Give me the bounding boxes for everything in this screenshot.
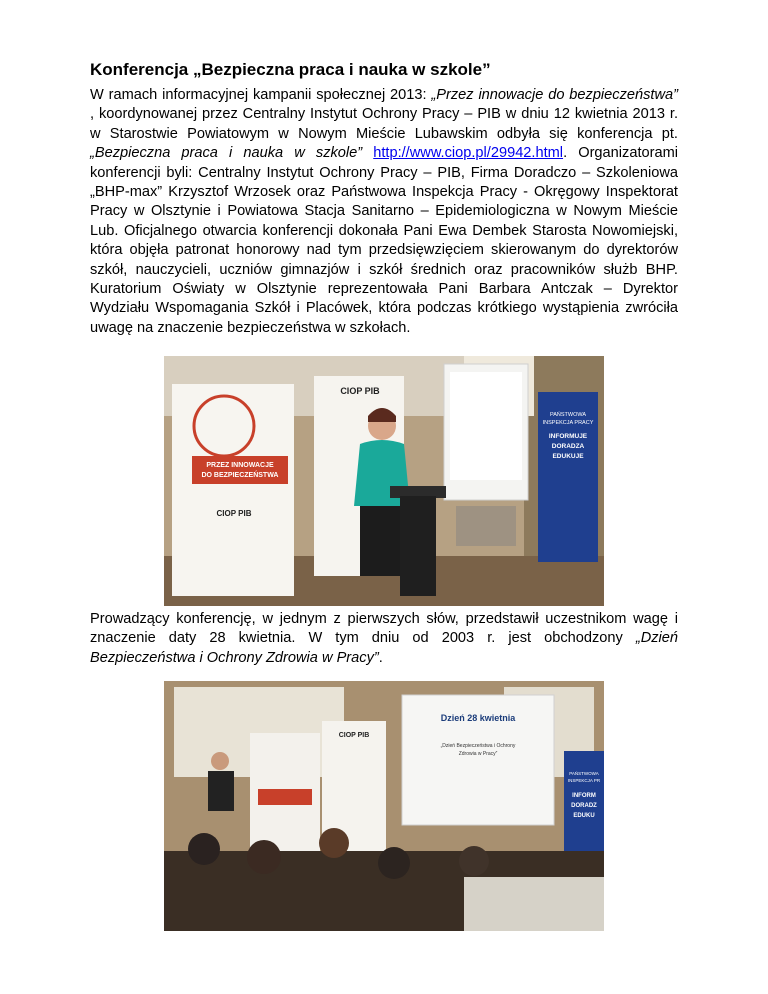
ciop-link[interactable]: http://www.ciop.pl/29942.html xyxy=(373,145,564,162)
center-banner-logo: CIOP PIB xyxy=(340,386,380,396)
pip2-text-5: EDUKU xyxy=(573,813,595,819)
pip2-text-3: INFORM xyxy=(572,793,596,799)
pip-text-1: PAŃSTWOWA xyxy=(549,412,587,418)
slide-text-2: Zdrowia w Pracy” xyxy=(458,751,498,757)
banner-red-text-1: PRZEZ INNOWACJE xyxy=(206,462,274,469)
campaign-name: „Przez innowacje do bezpieczeństwa” xyxy=(431,87,678,103)
banner-logo-text-2: CIOP PIB xyxy=(338,732,370,739)
slide-text-1: „Dzień Bezpieczeństwa i Ochrony xyxy=(440,743,516,749)
photo-speaker-at-podium xyxy=(164,356,604,606)
pip-text-2: INSPEKCJA PRACY xyxy=(542,420,594,426)
pip-text-5: EDUKUJE xyxy=(552,453,584,460)
banner-red-text-2: DO BEZPIECZEŃSTWA xyxy=(201,472,279,479)
photo-audience-presentation xyxy=(164,681,604,931)
intro-text-3: . Organizatorami konferencji byli: Centralny Instytut Ochrony Pracy – PIB, Firma Doradczo – Szkoleniowa „BHP-max” Krzysztof Wrzosek oraz Państwowa Inspekcja Pracy - Okręgowy Inspektorat Pracy w Olsztynie i Powiatowa Stacja Sanitarno – Epidemiologiczna w Nowym Mieście Lub. Oficjalnego otwarcia konferencji dokonała Pani Ewa Dembek Starosta Nowomiejski, która objęła patronat honorowy nad tym przedsięwzięciem skierowanym do dyrektorów szkół, nauczycieli, uczniów gimnazjów i szkół średnich oraz pracowników służb BHP. Kuratorium Oświaty w Olsztynie reprezentowała Pani Barbara Antczak – Dyrektor Wydziału Wspomagania Szkół i Placówek, która podczas krótkiego wystąpienia zwróciła uwagę na znaczenie bezpieczeństwa w szkołach. xyxy=(90,145,678,336)
date-text-2: . xyxy=(378,649,383,666)
banner-logo-text: CIOP PIB xyxy=(216,509,252,518)
pip-text-4: DORADZA xyxy=(551,443,585,450)
intro-text-1: W ramach informacyjnej kampanii społecznej 2013: xyxy=(90,87,432,103)
pip2-text-1: PAŃSTWOWA xyxy=(569,771,599,776)
pip2-text-4: DORADZ xyxy=(571,803,597,809)
day-name: „Dzień Bezpieczeństwa i Ochrony Zdrowia w Pracy” xyxy=(90,630,678,666)
paragraph-intro xyxy=(90,86,678,338)
slide-title: Dzień 28 kwietnia xyxy=(440,713,516,723)
pip-text-3: INFORMUJE xyxy=(548,433,588,440)
conference-name: „Bezpieczna praca i nauka w szkole” xyxy=(90,145,363,162)
paragraph-date xyxy=(90,610,678,668)
intro-text-2: , koordynowanej przez Centralny Instytut Ochrony Pracy – PIB w dniu 12 kwietnia 2013 r. w Starostwie Powiatowym w Nowym Mieście Lubawskim odbyła się konferencja pt. xyxy=(90,106,678,142)
date-text-1: Prowadzący konferencję, w jednym z pierwszych słów, przedstawił uczestnikom wagę i znaczenie daty 28 kwietnia. W tym dniu od 2003 r. jest obchodzony xyxy=(90,611,678,647)
pip2-text-2: INSPEKCJA PR xyxy=(567,778,601,783)
document-title: Konferencja „Bezpieczna praca i nauka w szkole” xyxy=(90,60,491,79)
